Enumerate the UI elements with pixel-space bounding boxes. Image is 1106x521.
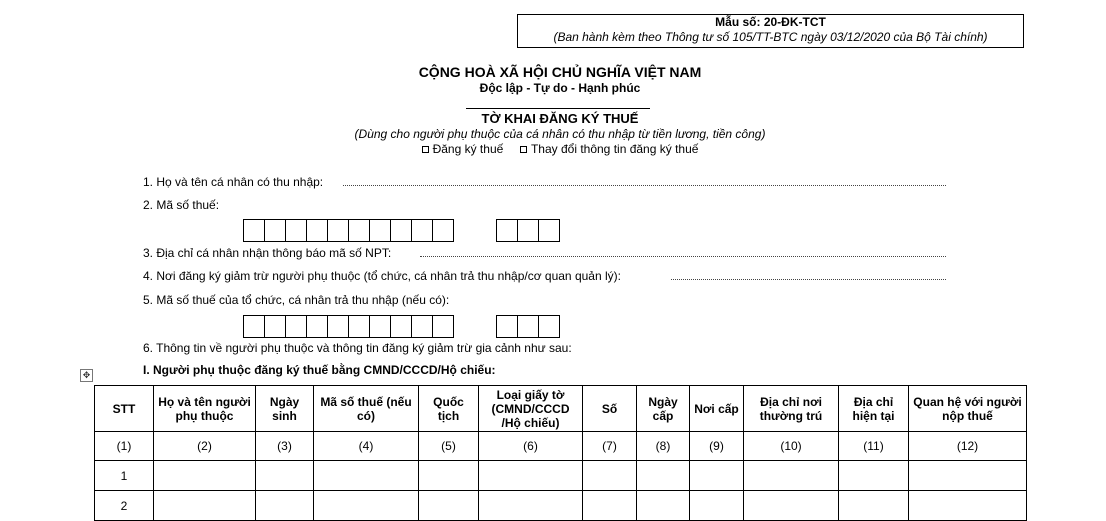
issuing-note: (Ban hành kèm theo Thông tư số 105/TT-BTC ngày 03/12/2020 của Bộ Tài chính) — [553, 30, 988, 44]
tin-digit-box[interactable] — [411, 219, 433, 242]
tin-digit-box[interactable] — [243, 315, 265, 338]
table-cell[interactable] — [479, 461, 583, 491]
form-number: Mẫu số: 20-ĐK-TCT — [715, 15, 826, 29]
column-number-cell: (9) — [690, 432, 744, 461]
table-cell[interactable] — [909, 461, 1027, 491]
table-cell[interactable] — [583, 461, 637, 491]
item-5-label: 5. Mã số thuế của tổ chức, cá nhân trả thu nhập (nếu có): — [143, 293, 450, 307]
dependents-table — [94, 385, 1027, 521]
tin-digit-box[interactable] — [327, 315, 349, 338]
table-cell[interactable] — [154, 461, 256, 491]
header-cell: Quốc tịch — [419, 386, 479, 432]
column-number-cell: (5) — [419, 432, 479, 461]
header-cell: Mã số thuế (nếu có) — [314, 386, 419, 432]
taxpayer-tin-boxes[interactable] — [243, 219, 453, 242]
table-move-handle-icon[interactable]: ✥ — [80, 369, 93, 382]
item-3-fill-line[interactable] — [420, 256, 946, 257]
header-cell: Nơi cấp — [690, 386, 744, 432]
tin-digit-box[interactable] — [285, 219, 307, 242]
header-cell: Quan hệ với người nộp thuế — [909, 386, 1027, 432]
tin-digit-box[interactable] — [306, 315, 328, 338]
register-checkbox[interactable] — [422, 146, 429, 153]
table-cell[interactable] — [690, 491, 744, 521]
table-cell[interactable] — [154, 491, 256, 521]
tin-digit-box[interactable] — [369, 219, 391, 242]
document-subtitle: (Dùng cho người phụ thuộc của cá nhân có thu nhập từ tiền lương, tiền công) — [354, 127, 766, 141]
table-cell[interactable] — [314, 491, 419, 521]
column-number-cell: (10) — [744, 432, 839, 461]
header-cell: Số — [583, 386, 637, 432]
tin-digit-box[interactable] — [348, 315, 370, 338]
change-info-checkbox[interactable] — [520, 146, 527, 153]
table-row — [95, 491, 1027, 521]
tin-suffix-box[interactable] — [517, 315, 539, 338]
tin-digit-box[interactable] — [306, 219, 328, 242]
table-cell[interactable] — [637, 461, 690, 491]
column-number-cell: (6) — [479, 432, 583, 461]
column-number-cell: (2) — [154, 432, 256, 461]
tin-digit-box[interactable] — [264, 315, 286, 338]
tin-digit-box[interactable] — [390, 219, 412, 242]
registration-options — [0, 142, 1106, 156]
tin-digit-box[interactable] — [264, 219, 286, 242]
column-number-cell: (1) — [95, 432, 154, 461]
tin-digit-box[interactable] — [411, 315, 433, 338]
taxpayer-tin-suffix-boxes[interactable] — [496, 219, 559, 242]
header-cell: Ngày sinh — [256, 386, 314, 432]
table-cell[interactable] — [690, 461, 744, 491]
tin-digit-box[interactable] — [369, 315, 391, 338]
item-1-fill-line[interactable] — [343, 185, 946, 186]
tin-suffix-box[interactable] — [538, 219, 560, 242]
national-motto: Độc lập - Tự do - Hạnh phúc — [479, 81, 641, 95]
section-title: I. Người phụ thuộc đăng ký thuế bằng CMND/CCCD/Hộ chiếu: — [143, 363, 496, 377]
tin-digit-box[interactable] — [432, 219, 454, 242]
column-number-cell: (11) — [839, 432, 909, 461]
row-number-cell: 2 — [95, 491, 154, 521]
form-number-box — [517, 14, 1024, 48]
table-cell[interactable] — [909, 491, 1027, 521]
column-number-row — [95, 432, 1027, 461]
column-number-cell: (4) — [314, 432, 419, 461]
item-1-label: 1. Họ và tên cá nhân có thu nhập: — [143, 175, 324, 189]
document-title: TỜ KHAI ĐĂNG KÝ THUẾ — [481, 111, 639, 126]
payer-tin-suffix-boxes[interactable] — [496, 315, 559, 338]
tin-suffix-box[interactable] — [496, 315, 518, 338]
header-cell: STT — [95, 386, 154, 432]
tin-suffix-box[interactable] — [496, 219, 518, 242]
column-number-cell: (8) — [637, 432, 690, 461]
tin-suffix-box[interactable] — [517, 219, 539, 242]
tin-digit-box[interactable] — [432, 315, 454, 338]
table-cell[interactable] — [583, 491, 637, 521]
tin-digit-box[interactable] — [327, 219, 349, 242]
header-cell: Ngày cấp — [637, 386, 690, 432]
item-4-label: 4. Nơi đăng ký giảm trừ người phụ thuộc (tổ chức, cá nhân trả thu nhập/cơ quan quản lý): — [143, 269, 621, 283]
header-cell: Loại giấy tờ (CMND/CCCD /Hộ chiếu) — [479, 386, 583, 432]
header-cell: Địa chỉ nơi thường trú — [744, 386, 839, 432]
item-3-label: 3. Địa chỉ cá nhân nhận thông báo mã số NPT: — [143, 246, 392, 260]
table-cell[interactable] — [419, 491, 479, 521]
change-info-label: Thay đổi thông tin đăng ký thuế — [530, 142, 699, 156]
tin-digit-box[interactable] — [285, 315, 307, 338]
tin-digit-box[interactable] — [243, 219, 265, 242]
tin-digit-box[interactable] — [348, 219, 370, 242]
payer-tin-boxes[interactable] — [243, 315, 453, 338]
table-row — [95, 461, 1027, 491]
table-cell[interactable] — [256, 491, 314, 521]
table-cell[interactable] — [744, 461, 839, 491]
table-cell[interactable] — [637, 491, 690, 521]
column-number-cell: (12) — [909, 432, 1027, 461]
item-4-fill-line[interactable] — [671, 279, 946, 280]
table-cell[interactable] — [744, 491, 839, 521]
item-6-label: 6. Thông tin về người phụ thuộc và thông tin đăng ký giảm trừ gia cảnh như sau: — [143, 341, 572, 355]
table-cell[interactable] — [839, 461, 909, 491]
column-number-cell: (7) — [583, 432, 637, 461]
tin-suffix-box[interactable] — [538, 315, 560, 338]
row-number-cell: 1 — [95, 461, 154, 491]
tin-digit-box[interactable] — [390, 315, 412, 338]
item-2-label: 2. Mã số thuế: — [143, 198, 220, 212]
header-cell: Địa chỉ hiện tại — [839, 386, 909, 432]
register-label: Đăng ký thuế — [432, 142, 504, 156]
table-cell[interactable] — [419, 461, 479, 491]
header-cell: Họ và tên người phụ thuộc — [154, 386, 256, 432]
table-cell[interactable] — [839, 491, 909, 521]
column-number-cell: (3) — [256, 432, 314, 461]
table-cell[interactable] — [256, 461, 314, 491]
table-header-row — [95, 386, 1027, 432]
table-cell[interactable] — [479, 491, 583, 521]
national-title: CỘNG HOÀ XÃ HỘI CHỦ NGHĨA VIỆT NAM — [418, 64, 702, 80]
motto-underline — [466, 108, 650, 109]
table-cell[interactable] — [314, 461, 419, 491]
